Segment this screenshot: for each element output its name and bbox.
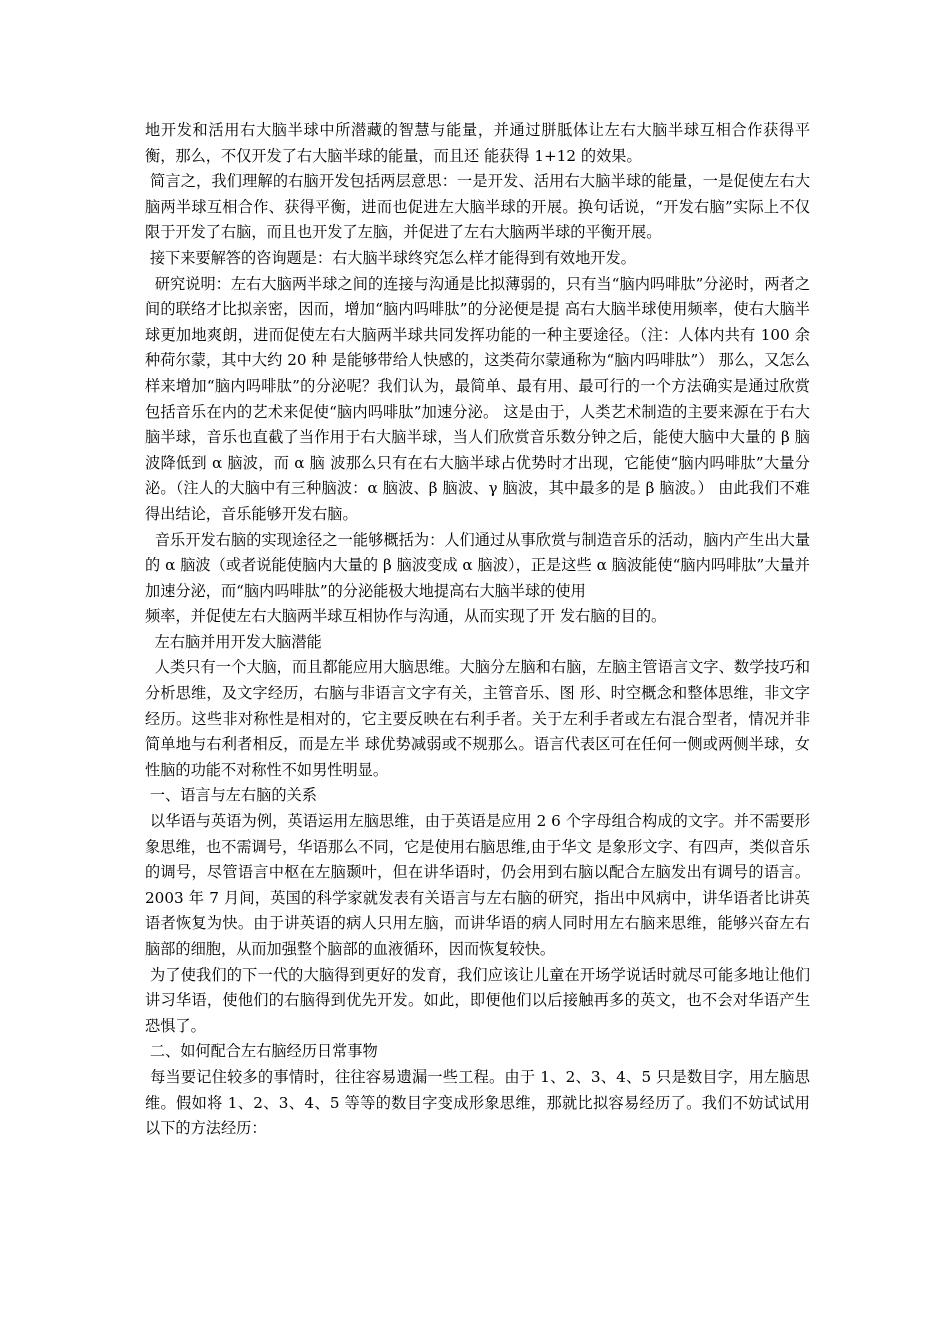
paragraph-10: 以华语与英语为例，英语运用左脑思维，由于英语是应用 2 6 个字母组合构成的文字。并不需要形象思维，也不需调号，华语那么不同，它是使用右脑思维,由于华文 是象形文字、有四声，类似音乐的调号，尽管语言中枢在左脑颞叶，但在讲华语时，仍会用到右脑以配合左脑发出有调号的语言。 2003 年 7 月间，英国的科学家就发表有关语言与左右脑的研究，指出中风病中，讲华语者比讲英语者恢复为快。由于讲英语的病人只用左脑，而讲华语的病人同时用左右脑来思维，能够兴奋左右脑部的细胞，从而加强整个脑部的血液循环，因而恢复较快。 (145, 812, 815, 958)
paragraph-8: 人类只有一个大脑，而且都能应用大脑思维。大脑分左脑和右脑，左脑主管语言文字、数学技巧和分析思维，及文字经历，右脑与非语言文字有关，主管音乐、图 形、时空概念和整体思维，非文字经历。这些非对称性是相对的，它主要反映在右利手者。关于左利手者或左右混合型者，情况并非简单地与右利者相反，而是左半 球优势减弱或不规那么。语言代表区可在任何一侧或两侧半球，女性脑的功能不对称性不如男性明显。 (145, 658, 811, 779)
section-heading-daily-memory: 二、如何配合左右脑经历日常事物 (145, 1042, 378, 1061)
paragraph-13: 每当要记住较多的事情时，往往容易遗漏一些工程。由于 1、2、3、4、5 只是数目字，用左脑思维。假如将 1、2、3、4、5 等等的数目字变成形象思维，那就比拟容易经历了。我们不妨试试用以下的方法经历： (145, 1067, 810, 1138)
paragraph-3: 接下来要解答的咨询题是：右大脑半球终究怎么样才能得到有效地开发。 (145, 248, 636, 267)
paragraph-1: 地开发和活用右大脑半球中所潜藏的智慧与能量，并通过胼胝体让左右大脑半球互相合作获得平衡，那么，不仅开发了右大脑半球的能量，而且还 能获得 1+12 的效果。 (145, 121, 810, 165)
section-heading-language: 一、语言与左右脑的关系 (145, 786, 317, 805)
paragraph-4: 研究说明：左右大脑两半球之间的连接与沟通是比拟薄弱的，只有当“脑内吗啡肽”分泌时，两者之间的联络才比拟亲密，因而，增加“脑内吗啡肽”的分泌便是提 高右大脑半球使用频率，使右大脑半球更加地爽朗，进而促使左右大脑两半球共同发挥功能的一种主要途径。（注：人体内共有 100 余种荷尔蒙，其中大约 20 种 是能够带给人快感的，这类荷尔蒙通称为“脑内吗啡肽”） 那么，又怎么样来增加“脑内吗啡肽”的分泌呢？我们认为，最简单、最有用、最可行的一个方法确实是通过欣赏包括音乐在内的艺术来促使“脑内吗啡肽”加速分泌。 这是由于，人类艺术制造的主要来源在于右大脑半球，音乐也直截了当作用于右大脑半球，当人们欣赏音乐数分钟之后，能使大脑中大量的 β 脑波降低到 α 脑波，而 α 脑 波那么只有在右大脑半球占优势时才出现，它能使“脑内吗啡肽”大量分泌。（注人的大脑中有三种脑波：α 脑波、β 脑波、γ 脑波，其中最多的是 β 脑波。） 由此我们不难得出结论，音乐能够开发右脑。 (145, 274, 811, 523)
paragraph-2: 简言之，我们理解的右脑开发包括两层意思：一是开发、活用右大脑半球的能量，一是促使左右大脑两半球互相合作、获得平衡，进而也促进左大脑半球的开展。换句话说，“开发右脑”实际上不仅限于开发了右脑，而且也开发了左脑，并促进了左右大脑两半球的平衡开展。 (145, 172, 811, 242)
section-heading-left-right-brain: 左右脑并用开发大脑潜能 (145, 632, 322, 651)
document-body (145, 118, 815, 1142)
paragraph-5: 音乐开发右脑的实现途径之一能够概括为：人们通过从事欣赏与制造音乐的活动，脑内产生出大量的 α 脑波（或者说能使脑内大量的 β 脑波变成 α 脑波），正是这些 α 脑波能使“脑内吗啡肽”大量并加速分泌，而“脑内吗啡肽”的分泌能极大地提高右大脑半球的使用 (145, 530, 811, 600)
paragraph-6: 频率，并促使左右大脑两半球互相协作与沟通，从而实现了开 发右脑的目的。 (145, 607, 667, 626)
paragraph-11: 为了使我们的下一代的大脑得到更好的发育，我们应该让儿童在开场学说话时就尽可能多地让他们讲习华语，使他们的右脑得到优先开发。如此，即便他们以后接触再多的英文，也不会对华语产生恐惧了。 (145, 965, 811, 1035)
